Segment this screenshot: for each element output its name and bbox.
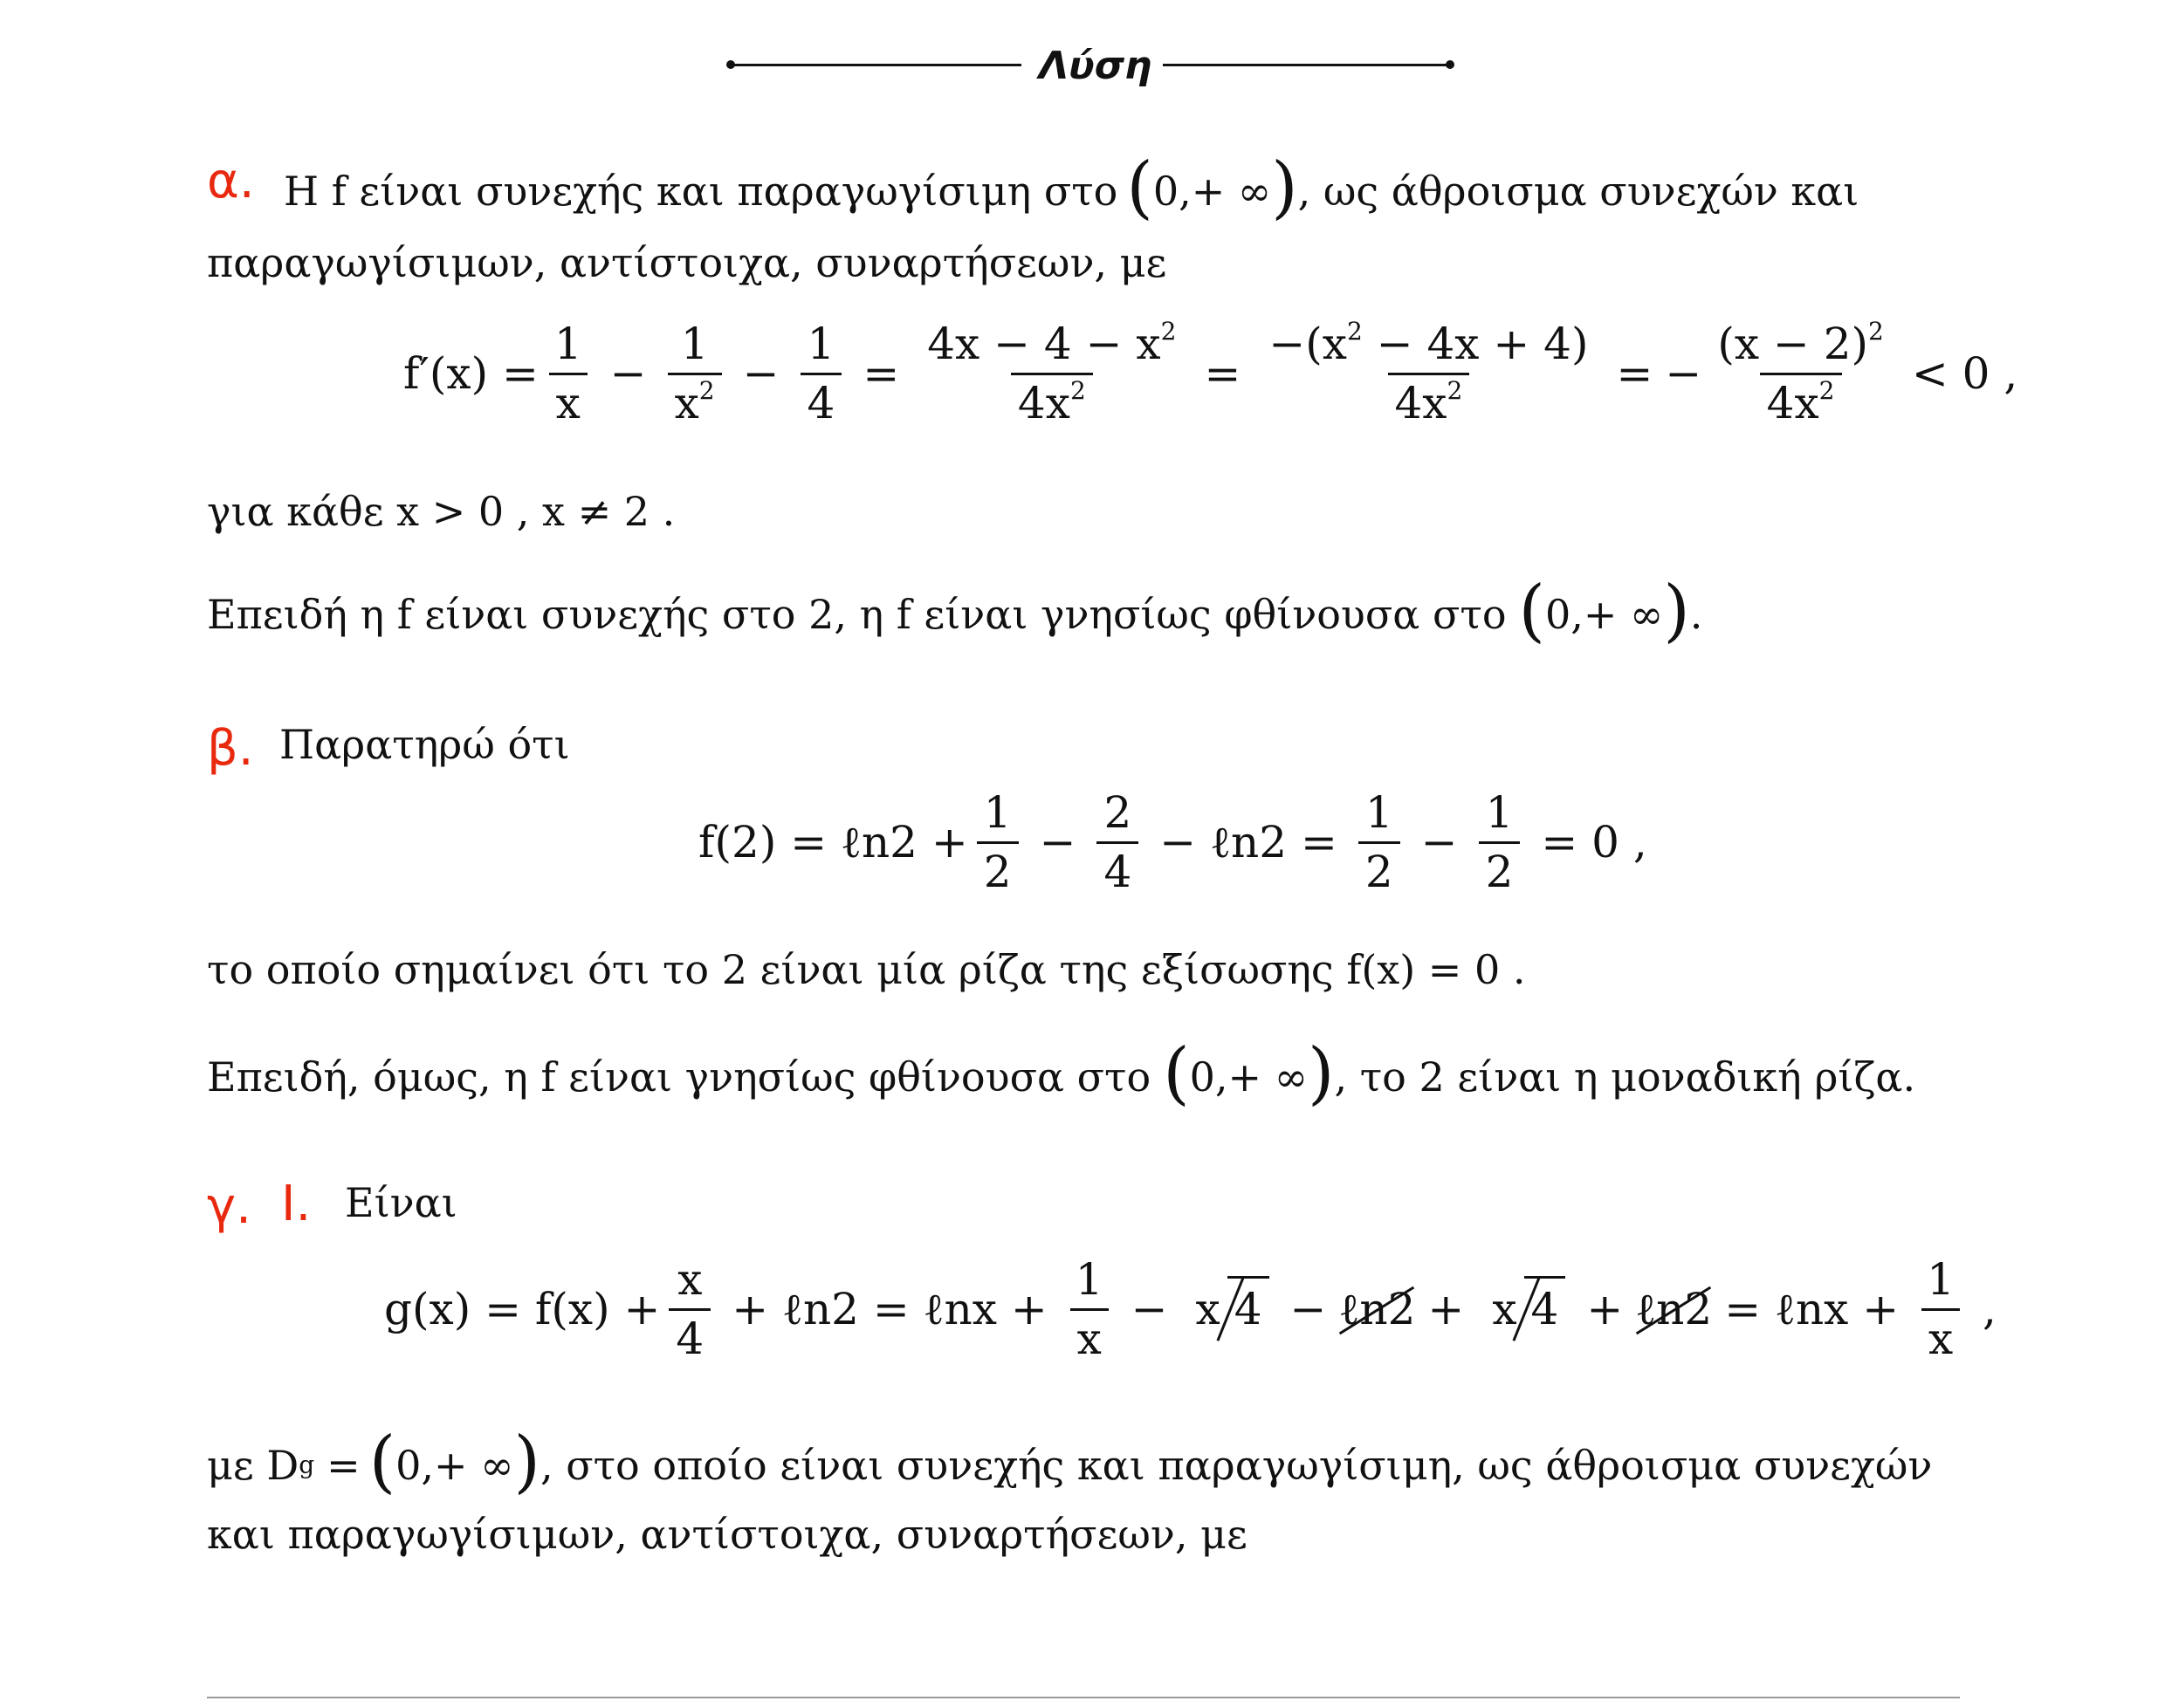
section-b-label: β. [207, 720, 254, 777]
fraction: $\frac{1}{x}$ [1069, 1257, 1110, 1362]
section-c-label: γ. [207, 1178, 251, 1235]
section-c-sublabel: Ι. [281, 1176, 312, 1232]
f2-lhs: f(2) = ℓn2 + [698, 817, 968, 868]
interval-text: 0,+ ∞ [1189, 1053, 1309, 1101]
cancelled-fraction: x 4 [1485, 1284, 1565, 1334]
section-a-line1 [284, 148, 1859, 227]
bottom-rule [207, 1697, 1960, 1698]
section-c-last-line: και παραγωγίσιμων, αντίστοιχα, συναρτήσεων, με [207, 1511, 1247, 1558]
fraction: $\frac{1}{x}$ [1920, 1257, 1962, 1362]
header-right-dot [1446, 60, 1454, 69]
section-a-conclusion-text: Επειδή η f είναι συνεχής στο 2, η f είναι γνησίως φθίνουσα στο [207, 591, 1507, 638]
fraction: $\frac{1}{x}$ [547, 321, 589, 426]
section-b-intro: Παρατηρώ ότι [279, 721, 570, 768]
fraction: $\frac{1}{x^2}$ [668, 321, 722, 426]
fraction: $\frac{1}{2}$ [1358, 790, 1400, 895]
section-c-intro: Είναι [345, 1179, 457, 1226]
section-a-label: α. [207, 153, 255, 209]
interval-close-paren: ) [1308, 1034, 1335, 1113]
f2-equation: f(2) = ℓn2 + $\frac{1}{2}$ − $\frac{2}{4}$ − ℓn2 = $\frac{1}{2}$ − $\frac{1}{2}$ = 0 , [698, 787, 1647, 897]
derivative-lhs: f′(x) = [403, 348, 539, 399]
interval-close-paren: ) [1271, 148, 1298, 227]
cancelled-term: ℓn2 [1338, 1284, 1416, 1334]
section-b-unique-text: Επειδή, όμως, η f είναι γνησίως φθίνουσα στο [207, 1053, 1151, 1101]
section-c-domain: με D g = ( 0,+ ∞ ) , στο οποίο είναι συνεχής και παραγωγίσιμη, ως άθροισμα συνεχών [207, 1423, 1933, 1501]
interval-text: 0,+ ∞ [1152, 168, 1272, 215]
fraction: $\frac{(x - 2)^2}{4x^2}$ [1717, 317, 1884, 429]
section-b-unique [207, 1034, 1916, 1113]
fraction: $\frac{2}{4}$ [1096, 790, 1138, 895]
interval-close-paren: ) [1663, 572, 1690, 650]
cancelled-term: ℓn2 [1635, 1284, 1713, 1334]
interval-open-paren: ( [1518, 572, 1545, 650]
g-lhs: g(x) = f(x) + [384, 1284, 661, 1334]
domain-label: με D [207, 1442, 299, 1489]
fraction: $\frac{-(x^2 - 4x + 4)}{4x^2}$ [1268, 317, 1589, 429]
section-a-condition: για κάθε x > 0 , x ≠ 2 . [207, 488, 676, 535]
g-equation: g(x) = f(x) + $\frac{x}{4}$ + ℓn2 = ℓnx + $\frac{1}{x}$ − x 4 − ℓn2 + x 4 + ℓn2 = ℓnx + $\frac{1}{x}$ , [384, 1254, 1997, 1364]
page-title: Λύση [1039, 44, 1152, 88]
cancelled-fraction: x 4 [1189, 1284, 1269, 1334]
section-a-conclusion [207, 572, 1703, 650]
section-a-line2: παραγωγίσιμων, αντίστοιχα, συναρτήσεων, με [207, 239, 1167, 286]
interval-open-paren: ( [368, 1423, 396, 1501]
header-right-rule [1163, 64, 1451, 66]
interval-text: 0,+ ∞ [395, 1442, 514, 1489]
interval-open-paren: ( [1163, 1034, 1190, 1113]
section-c-domain-end: , στο οποίο είναι συνεχής και παραγωγίσιμη, ως άθροισμα συνεχών [540, 1442, 1933, 1489]
header-left-rule [733, 64, 1021, 66]
interval-close-paren: ) [513, 1423, 540, 1501]
derivative-equation: f′(x) = $\frac{1}{x}$ − $\frac{1}{x^2}$ − $\frac{1}{4}$ = $\frac{4x - 4 - x^2}{4x^2}$ = $\frac{-(x^2 - 4x + 4)}{4x^2}$ = − $\frac{(x - 2)^2}{4x^2}$ < 0 , [403, 317, 2018, 429]
section-b-unique-end: , το 2 είναι η μοναδική ρίζα. [1334, 1053, 1916, 1101]
section-a-line1-text: Η f είναι συνεχής και παραγωγίσιμη στο [284, 168, 1118, 215]
section-a-line1-end: , ως άθροισμα συνεχών και [1297, 168, 1859, 215]
fraction: $\frac{1}{2}$ [1479, 790, 1521, 895]
interval-open-paren: ( [1126, 148, 1153, 227]
fraction: $\frac{x}{4}$ [669, 1257, 711, 1362]
section-a-conclusion-end: . [1689, 591, 1703, 638]
fraction: $\frac{1}{4}$ [801, 321, 842, 426]
domain-equals: = [326, 1442, 361, 1489]
section-b-root: το οποίο σημαίνει ότι το 2 είναι μία ρίζα της εξίσωσης f(x) = 0 . [207, 946, 1526, 993]
fraction: $\frac{4x - 4 - x^2}{4x^2}$ [927, 317, 1177, 429]
fraction: $\frac{1}{2}$ [977, 790, 1019, 895]
interval-text: 0,+ ∞ [1544, 591, 1664, 638]
